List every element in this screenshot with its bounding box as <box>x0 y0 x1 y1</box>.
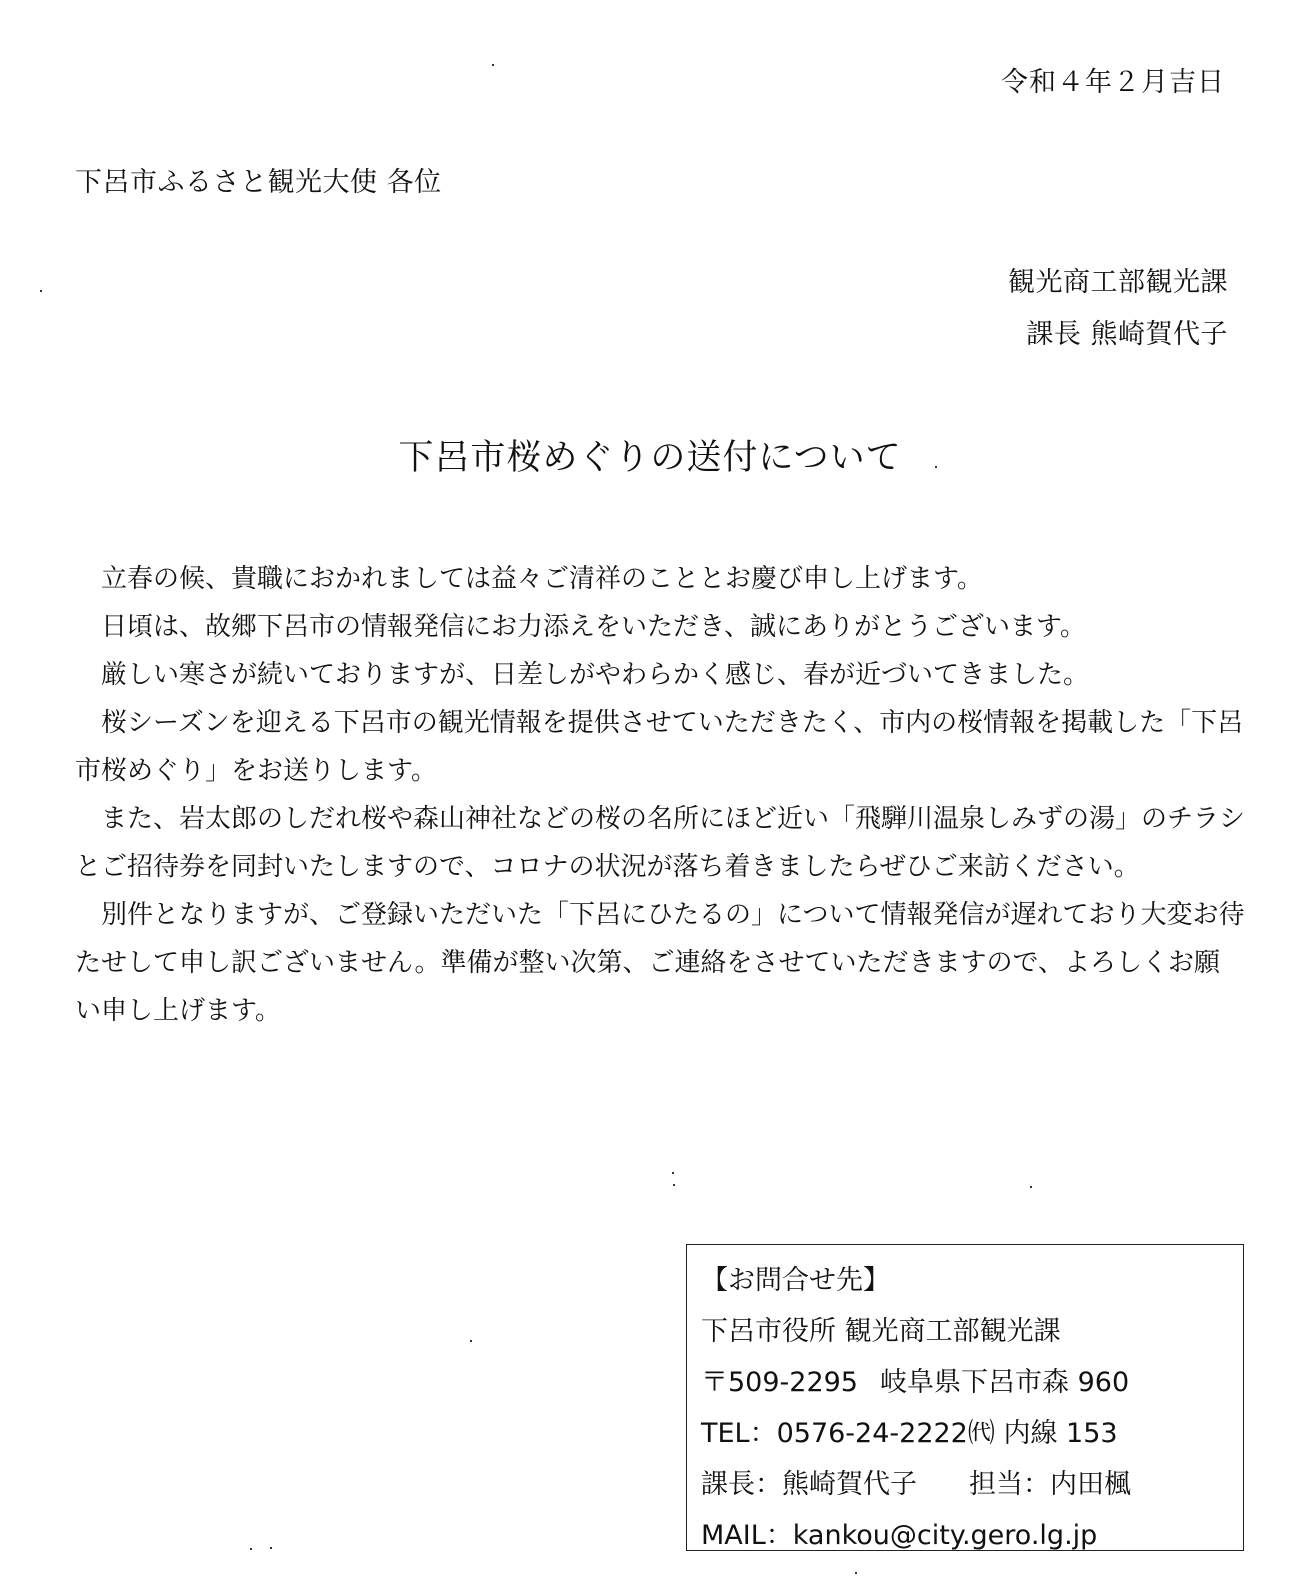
contact-postal-code: 〒509-2295 <box>701 1367 858 1398</box>
body-paragraph-3: 厳しい寒さが続いておりますが、日差しがやわらかく感じ、春が近づいてきました。 <box>101 660 1090 690</box>
body-paragraph-1: 立春の候、貴職におかれましては益々ご清祥のこととお慶び申し上げます。 <box>101 564 983 594</box>
sender-name: 課長 熊崎賀代子 <box>1026 319 1228 350</box>
scan-speck <box>672 1172 674 1174</box>
contact-tel-line <box>701 1408 1243 1459</box>
letter-body <box>75 555 1245 1035</box>
contact-tel: TEL：0576-24-2222㈹ <box>701 1418 995 1449</box>
scan-speck <box>470 1340 472 1342</box>
scan-speck <box>1030 1186 1032 1188</box>
letter-date: 令和４年２月吉日 <box>1001 67 1225 98</box>
addressee: 下呂市ふるさと観光大使 各位 <box>75 167 442 198</box>
scan-speck <box>270 1547 272 1549</box>
contact-mail: MAIL：kankou@city.gero.lg.jp <box>701 1520 1098 1551</box>
scan-speck <box>250 1548 252 1550</box>
sender-department: 観光商工部観光課 <box>1008 267 1228 298</box>
scan-speck <box>935 466 937 468</box>
scan-speck <box>855 1572 857 1574</box>
sender-block <box>1008 257 1228 361</box>
contact-extension: 内線 153 <box>1003 1418 1118 1449</box>
body-paragraph-6: 別件となりますが、ご登録いただいた「下呂にひたるの」について情報発信が遅れており大変お待たせして申し訳ございません。準備が整い次第、ご連絡をさせていただきますので、よろしくお願い申し上げます。 <box>75 900 1245 1026</box>
contact-staff-line <box>701 1459 1243 1510</box>
body-paragraph-2: 日頃は、故郷下呂市の情報発信にお力添えをいただき、誠にありがとうございます。 <box>101 612 1086 642</box>
letter-title: 下呂市桜めぐりの送付について <box>398 438 902 478</box>
scan-speck <box>492 64 494 66</box>
contact-heading: 【お問合せ先】 <box>701 1265 890 1296</box>
contact-address-line <box>701 1357 1243 1408</box>
body-paragraph-4: 桜シーズンを迎える下呂市の観光情報を提供させていただきたく、市内の桜情報を掲載した「下呂市桜めぐり」をお送りします。 <box>75 708 1244 786</box>
contact-chief: 課長：熊崎賀代子 <box>701 1469 917 1500</box>
contact-office: 下呂市役所 観光商工部観光課 <box>701 1316 1061 1347</box>
scan-speck <box>40 290 42 292</box>
contact-box <box>686 1244 1244 1551</box>
contact-person-in-charge: 担当：内田楓 <box>969 1469 1131 1500</box>
contact-address: 岐阜県下呂市森 960 <box>880 1367 1130 1398</box>
body-paragraph-5: また、岩太郎のしだれ桜や森山神社などの桜の名所にほど近い「飛騨川温泉しみずの湯」のチラシとご招待券を同封いたしますので、コロナの状況が落ち着きましたらぜひご来訪ください。 <box>75 804 1246 882</box>
scan-speck <box>673 1184 675 1186</box>
